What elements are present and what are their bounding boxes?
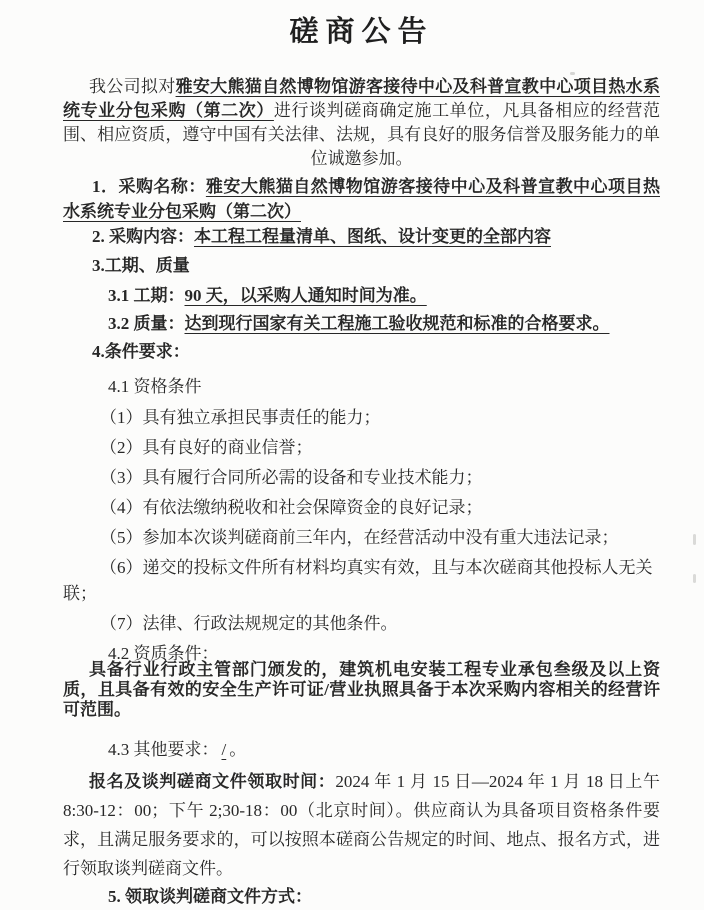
section-2-value: 本工程工程量清单、图纸、设计变更的全部内容 [194, 227, 551, 246]
section-3-2-value: 达到现行国家有关工程施工验收规范和标准的合格要求。 [184, 314, 610, 333]
qualification-item: （5）参加本次谈判磋商前三年内，在经营活动中没有重大违法记录； [100, 528, 619, 547]
scan-artifact [693, 574, 696, 583]
intro-paragraph [63, 75, 660, 171]
scan-artifact [570, 72, 575, 75]
section-3-1-value: 90 天，以采购人通知时间为准。 [184, 286, 427, 305]
section-3-2-label: 3.2 质量： [108, 314, 185, 333]
section-2-label: 2. 采购内容： [92, 227, 194, 246]
section-4-3-label: 4.3 其他要求： [108, 740, 219, 759]
registration-text: 2024 年 1 月 15 日—2024 年 1 月 18 日上午 8:30-12：00；下午 2;30-18：00（北京时间）。供应商认为具备项目资格条件要求，且满足服务要求的，可以按照本磋商公告规定的时间、地点、报名方式，进行领取谈判磋商文件。 [63, 772, 661, 878]
section-4-1-heading: 4.1 资格条件 [108, 377, 202, 396]
section-4-2-heading: 4.2 资质条件： [108, 644, 219, 663]
registration-label: 报名及谈判磋商文件领取时间： [89, 772, 336, 791]
section-4-3-suffix: 。 [229, 740, 247, 759]
section-4-3-blank-value: / [221, 740, 227, 759]
section-4-3-other-requirements [63, 737, 660, 763]
section-4-heading: 4.条件要求： [92, 342, 190, 361]
section-3-heading: 3.工期、质量 [92, 256, 190, 275]
intro-post-text: 进行谈判磋商确定施工单位，凡具备相应的经营范围、相应资质，遵守中国有关法律、法规，具有良好的服务信誉及服务能力的单位诚邀参加。 [63, 101, 661, 168]
document-title: 磋商公告 [289, 16, 434, 48]
scan-artifact [693, 534, 696, 545]
qualification-item: （6）递交的投标文件所有材料均真实有效，且与本次磋商其他投标人无关联； [63, 558, 653, 603]
qualification-item: （3）具有履行合同所必需的设备和专业技术能力； [100, 468, 483, 487]
qualification-item: （7）法律、行政法规规定的其他条件。 [100, 614, 398, 633]
section-2-procurement-content [63, 224, 660, 250]
qualification-item: （4）有依法缴纳税收和社会保障资金的良好记录； [100, 498, 483, 517]
section-4-2-text: 具备行业行政主管部门颁发的，建筑机电安装工程专业承包叁级及以上资质，且具备有效的安全生产许可证/营业执照具备于本次采购内容相关的经营许可范围。 [63, 660, 660, 719]
section-1-value: 雅安大熊猫自然博物馆游客接待中心及科普宣教中心项目热水系统专业分包采购（第二次） [63, 177, 660, 221]
section-3-2-quality [63, 311, 660, 337]
project-name-underlined: 雅安大熊猫自然博物馆游客接待中心及科普宣教中心项目热水系统专业分包采购（第二次） [63, 77, 660, 120]
intro-pre-text: 我公司拟对 [89, 77, 176, 96]
registration-time-paragraph [63, 767, 660, 883]
section-3-1-label: 3.1 工期： [108, 286, 185, 305]
qualification-list [63, 405, 660, 637]
qualification-item: （1）具有独立承担民事责任的能力； [100, 408, 381, 427]
section-1-procurement-name [63, 174, 660, 224]
section-5-heading: 5. 领取谈判磋商文件方式： [108, 887, 312, 906]
section-3-1-duration [63, 283, 660, 309]
qualification-item: （2）具有良好的商业信誉； [100, 438, 313, 457]
section-1-label: 1．采购名称： [92, 177, 206, 196]
